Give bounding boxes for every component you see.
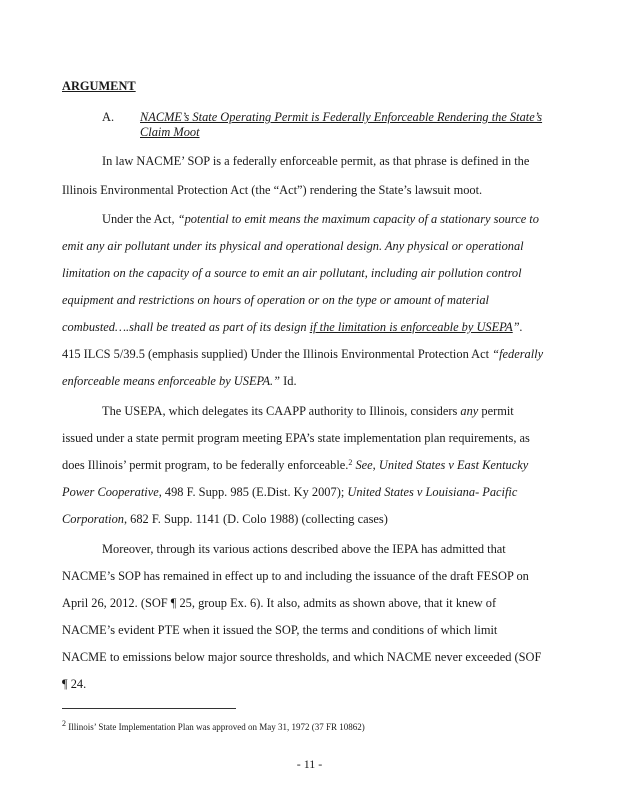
paragraph-2-line-2: emit any air pollutant under its physical and operational design. Any physical or operational [62, 239, 524, 253]
subsection-title-line1: NACME’s State Operating Permit is Federally Enforceable Rendering the State’s [140, 110, 543, 124]
paragraph-2-line-1: Under the Act, “potential to emit means the maximum capacity of a stationary source to [102, 212, 539, 226]
paragraph-3-line-3: does Illinois’ permit program, to be federally enforceable.$^2$ See, United States v East Kentucky [62, 458, 529, 472]
paragraph-4-line-1: Moreover, through its various actions described above the IEPA has admitted that [102, 542, 506, 556]
footnote [62, 719, 365, 732]
paragraph-2-line-4: equipment and restrictions on hours of operation or on the type or amount of material [62, 293, 489, 307]
paragraph-4-line-5: NACME to emissions below major source thresholds, and which NACME never exceeded (SOF [62, 650, 542, 664]
footnote-text: Illinois’ State Implementation Plan was approved on May 31, 1972 (37 FR 10862) [66, 722, 365, 732]
paragraph-2-line-7: enforceable means enforceable by USEPA.” Id. [62, 374, 297, 388]
page-number: - 11 - [296, 757, 323, 771]
section-heading: ARGUMENT [62, 79, 136, 93]
paragraph-3-line-5: Corporation, 682 F. Supp. 1141 (D. Colo 1988) (collecting cases) [62, 512, 388, 526]
paragraph-3-line-2: issued under a state permit program meeting EPA’s state implementation plan requirements, as [62, 431, 530, 445]
footnote-reference[interactable]: 2 [348, 458, 353, 467]
paragraph-3-line-1: The USEPA, which delegates its CAAPP authority to Illinois, considers any permit [102, 404, 514, 418]
footnote-divider [62, 708, 236, 709]
paragraph-4-line-6: ¶ 24. [62, 677, 87, 691]
subsection-letter: A. [102, 110, 115, 124]
paragraph-4-line-3: April 26, 2012. (SOF ¶ 25, group Ex. 6). It also, admits as shown above, that it knew of [62, 596, 497, 610]
paragraph-1-line-2: Illinois Environmental Protection Act (the “Act”) rendering the State’s lawsuit moot. [62, 183, 483, 197]
paragraph-2-line-3: limitation on the capacity of a source to emit an air pollutant, including air pollution control [62, 266, 522, 280]
footnote-mark: 2 [62, 719, 66, 728]
paragraph-2-line-5: combusted….shall be treated as part of its design if the limitation is enforceable by USEPA”. [62, 320, 523, 334]
paragraph-3-line-4: Power Cooperative, 498 F. Supp. 985 (E.Dist. Ky 2007); United States v Louisiana- Pacific [62, 485, 518, 499]
subsection-title-line2: Claim Moot [140, 125, 200, 139]
paragraph-2-line-6: 415 ILCS 5/39.5 (emphasis supplied) Under the Illinois Environmental Protection Act “federally [62, 347, 544, 361]
paragraph-4-line-2: NACME’s SOP has remained in effect up to and including the issuance of the draft FESOP on [62, 569, 529, 583]
paragraph-4-line-4: NACME’s evident PTE when it issued the SOP, the terms and conditions of which limit [62, 623, 498, 637]
paragraph-1-line-1: In law NACME’ SOP is a federally enforceable permit, as that phrase is defined in the [102, 154, 530, 168]
